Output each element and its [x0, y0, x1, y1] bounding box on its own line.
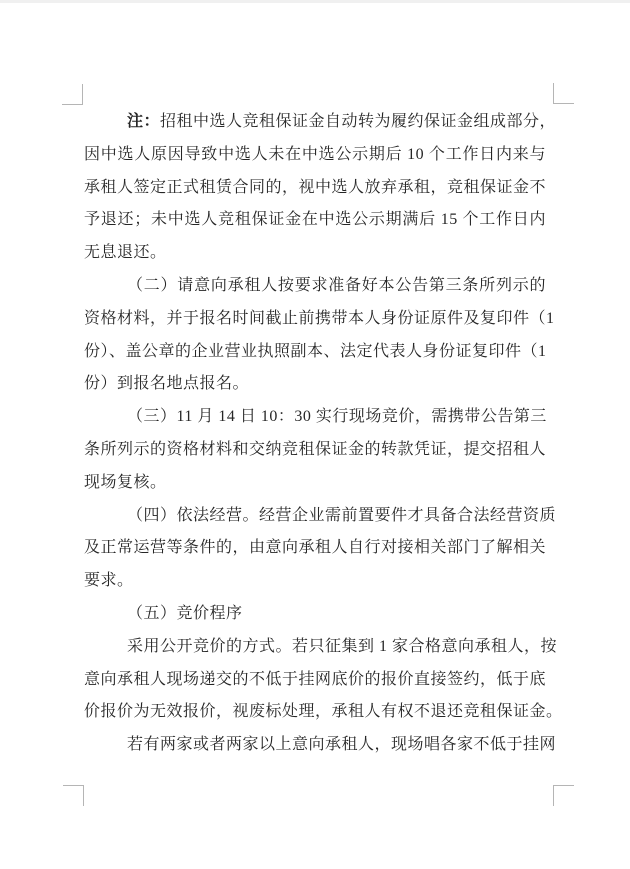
text-line: 承租人签定正式租赁合同的，视中选人放弃承租，竞租保证金不 [84, 178, 547, 196]
text-line: 要求。 [84, 572, 134, 590]
text-line: 份）到报名地点报名。 [84, 375, 250, 393]
text-line: （四）依法经营。经营企业需前置要件才具备合法经营资质 [127, 506, 557, 524]
page-top-edge [0, 0, 630, 3]
text-line: 无息退还。 [84, 244, 167, 262]
paragraph-note [84, 106, 557, 270]
paragraph-section-4 [84, 500, 557, 598]
text-line: 意向承租人现场递交的不低于挂网底价的报价直接签约，低于底 [84, 670, 547, 688]
text-line: （三）11 月 14 日 10：30 实行现场竞价，需携带公告第三 [127, 408, 547, 426]
text-boundary-mark-top-right [553, 83, 574, 104]
text-line: 及正常运营等条件的，由意向承租人自行对接相关部门了解相关 [84, 539, 547, 557]
text-line [84, 106, 557, 139]
text-line: （五）竞价程序 [127, 604, 243, 622]
text-line: 份）、盖公章的企业营业执照副本、法定代表人身份证复印件（1 [84, 342, 547, 360]
text-line: （二）请意向承租人按要求准备好本公告第三条所列示的 [127, 276, 546, 294]
text-line: 资格材料，并于报名时间截止前携带本人身份证原件及复印件（1 [84, 309, 555, 327]
text-line: 若有两家或者两家以上意向承租人，现场唱各家不低于挂网 [127, 736, 557, 754]
paragraph-section-2 [84, 270, 555, 401]
text-boundary-mark-bottom-left [63, 785, 84, 806]
text-line: 现场复核。 [84, 473, 167, 491]
text-line: 采用公开竞价的方式。若只征集到 1 家合格意向承租人，按 [127, 637, 558, 655]
note-text: 招租中选人竞租保证金自动转为履约保证金组成部分， [160, 113, 557, 130]
text-boundary-mark-bottom-right [553, 785, 574, 806]
note-label: 注： [127, 113, 161, 130]
text-line: 予退还；未中选人竞租保证金在中选公示期满后 15 个工作日内 [84, 211, 546, 229]
paragraph-section-3 [84, 401, 546, 499]
paragraph-bidding-procedure [84, 631, 563, 729]
text-boundary-mark-top-left [62, 84, 83, 105]
text-line: 因中选人原因导致中选人未在中选公示期后 10 个工作日内来与 [84, 145, 546, 163]
paragraph-multiple-bidders [84, 729, 557, 762]
document-body [84, 106, 563, 762]
text-line: 价报价为无效报价，视废标处理，承租人有权不退还竞租保证金。 [84, 703, 563, 721]
text-line: 条所列示的资格材料和交纳竞租保证金的转款凭证，提交招租人 [84, 440, 547, 458]
paragraph-section-5-heading [84, 598, 546, 631]
